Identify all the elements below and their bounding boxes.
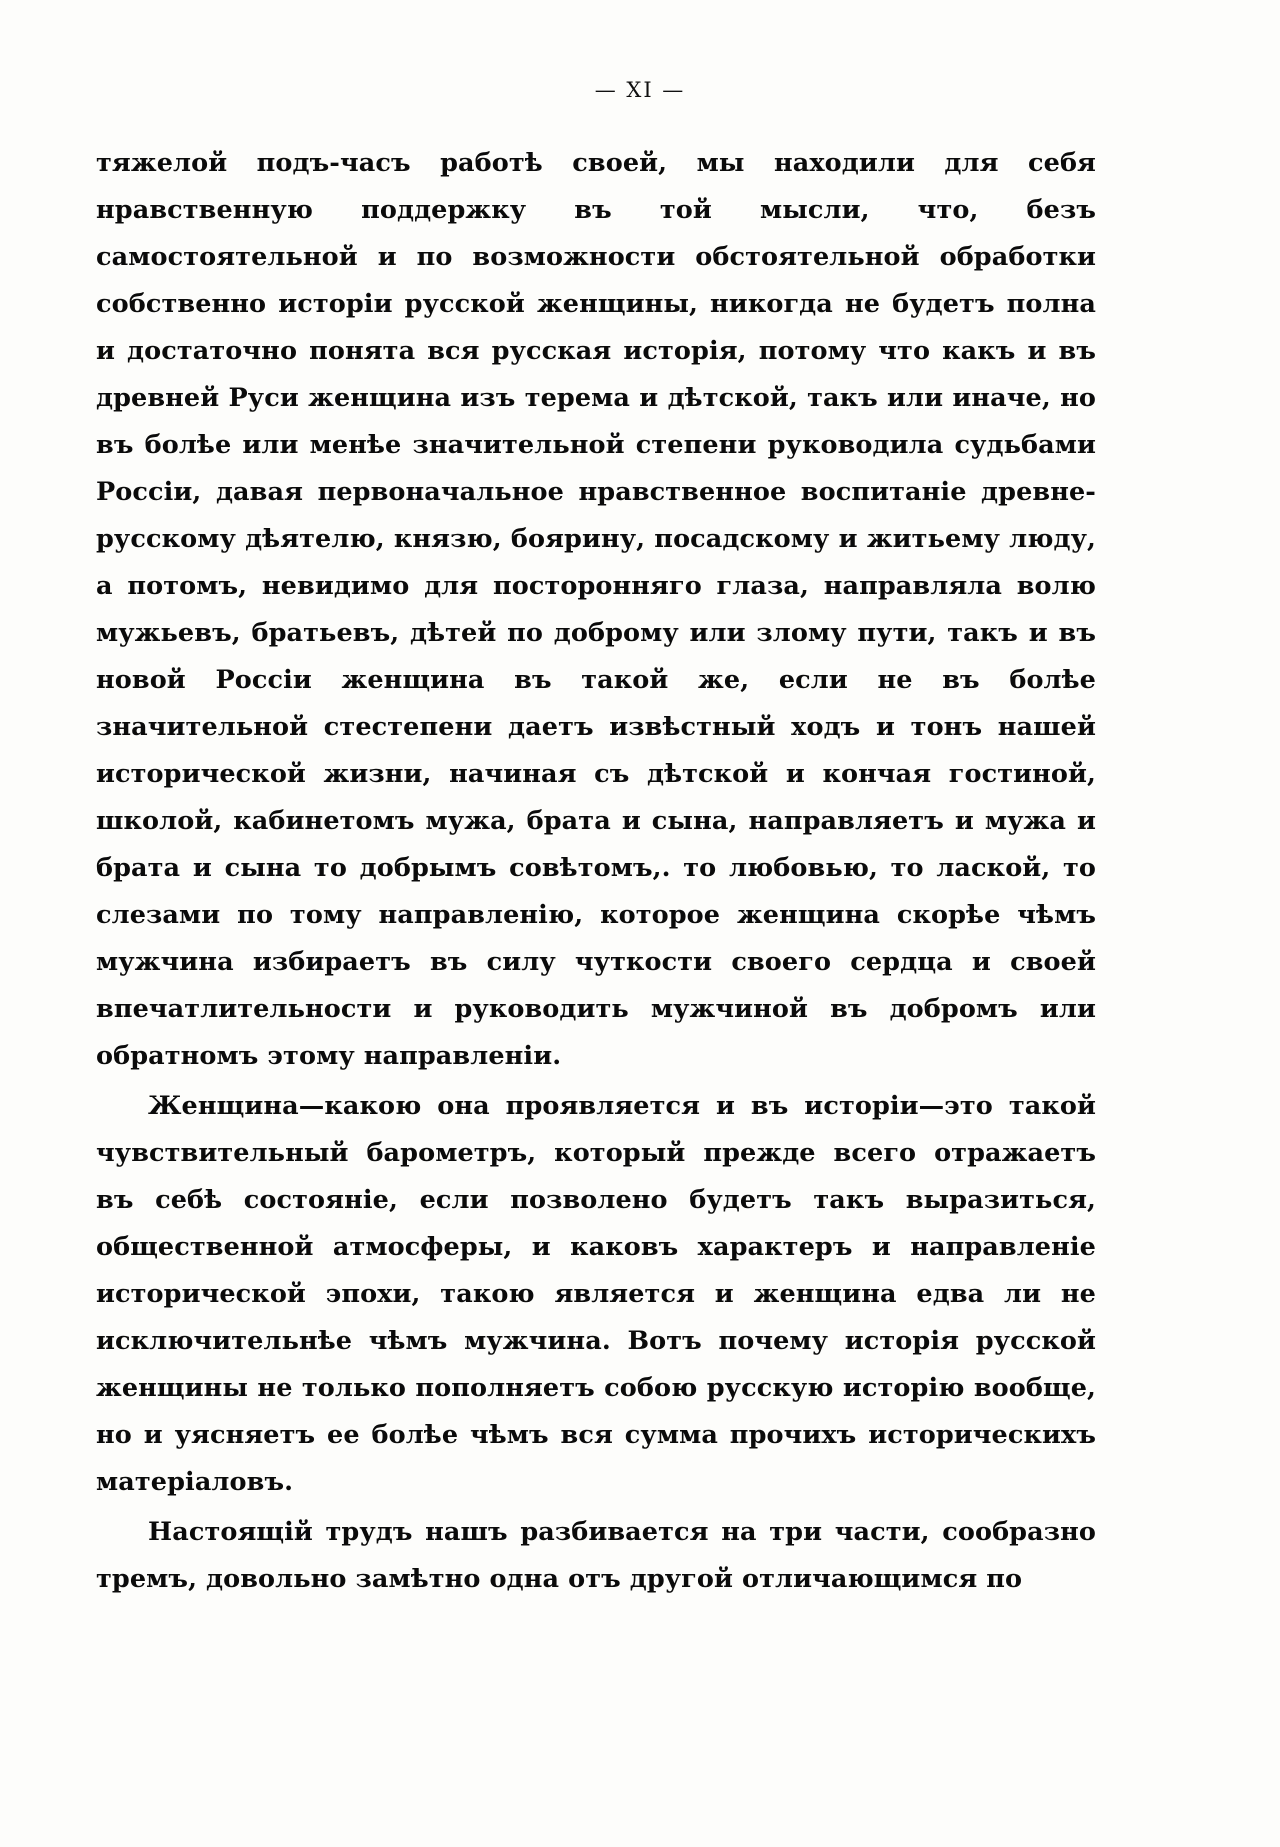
paragraph: тяжелой подъ-часъ работѣ своей, мы находили для себя нравственную поддержку въ той мысли, что, безъ самостоятельной и по возможности обстоятельной обработки собственно исторіи русской женщины, никогда не будетъ полна и достаточно понята вся русская исторія, потому что какъ и въ древней Руси женщина изъ терема и дѣтской, такъ или иначе, но въ болѣе или менѣе значительной степени руководила судьбами Россіи, давая первоначальное нравственное воспитаніе древне-русскому дѣятелю, князю, боярину, посадскому и житьему люду, а потомъ, невидимо для посторонняго глаза, направляла волю мужьевъ, братьевъ, дѣтей по доброму или злому пути, такъ и въ новой Россіи женщина въ такой же, если не въ болѣе значительной стестепени даетъ извѣстный ходъ и тонъ нашей исторической жизни, начиная съ дѣтской и кончая гостиной, школой, кабинетомъ мужа, брата и сына, направляетъ и мужа и брата и сына то добрымъ совѣтомъ,. то любовью, то лаской, то слезами по тому направленію, которое женщина скорѣе чѣмъ мужчина избираетъ въ силу чуткости своего сердца и своей впечатлительности и руководить мужчиной въ добромъ или обратномъ этому направленіи. [96, 148, 1096, 1071]
paragraph: Настоящій трудъ нашъ разбивается на три части, сообразно тремъ, довольно замѣтно одна отъ другой отличающимся по [96, 1517, 1096, 1594]
page-number-header: — XI — [594, 78, 686, 102]
paragraph: Женщина—какою она проявляется и въ исторіи—это такой чувствительный барометръ, который прежде всего отражаетъ въ себѣ состояніе, если позволено будетъ такъ выразиться, общественной атмосферы, и каковъ характеръ и направленіе исторической эпохи, такою является и женщина едва ли не исключительнѣе чѣмъ мужчина. Вотъ почему исторія русской женщины не только пополняетъ собою русскую исторію вообще, но и уясняетъ ее болѣе чѣмъ вся сумма прочихъ историческихъ матеріаловъ. [96, 1091, 1096, 1497]
page-body-text [96, 140, 1096, 1603]
